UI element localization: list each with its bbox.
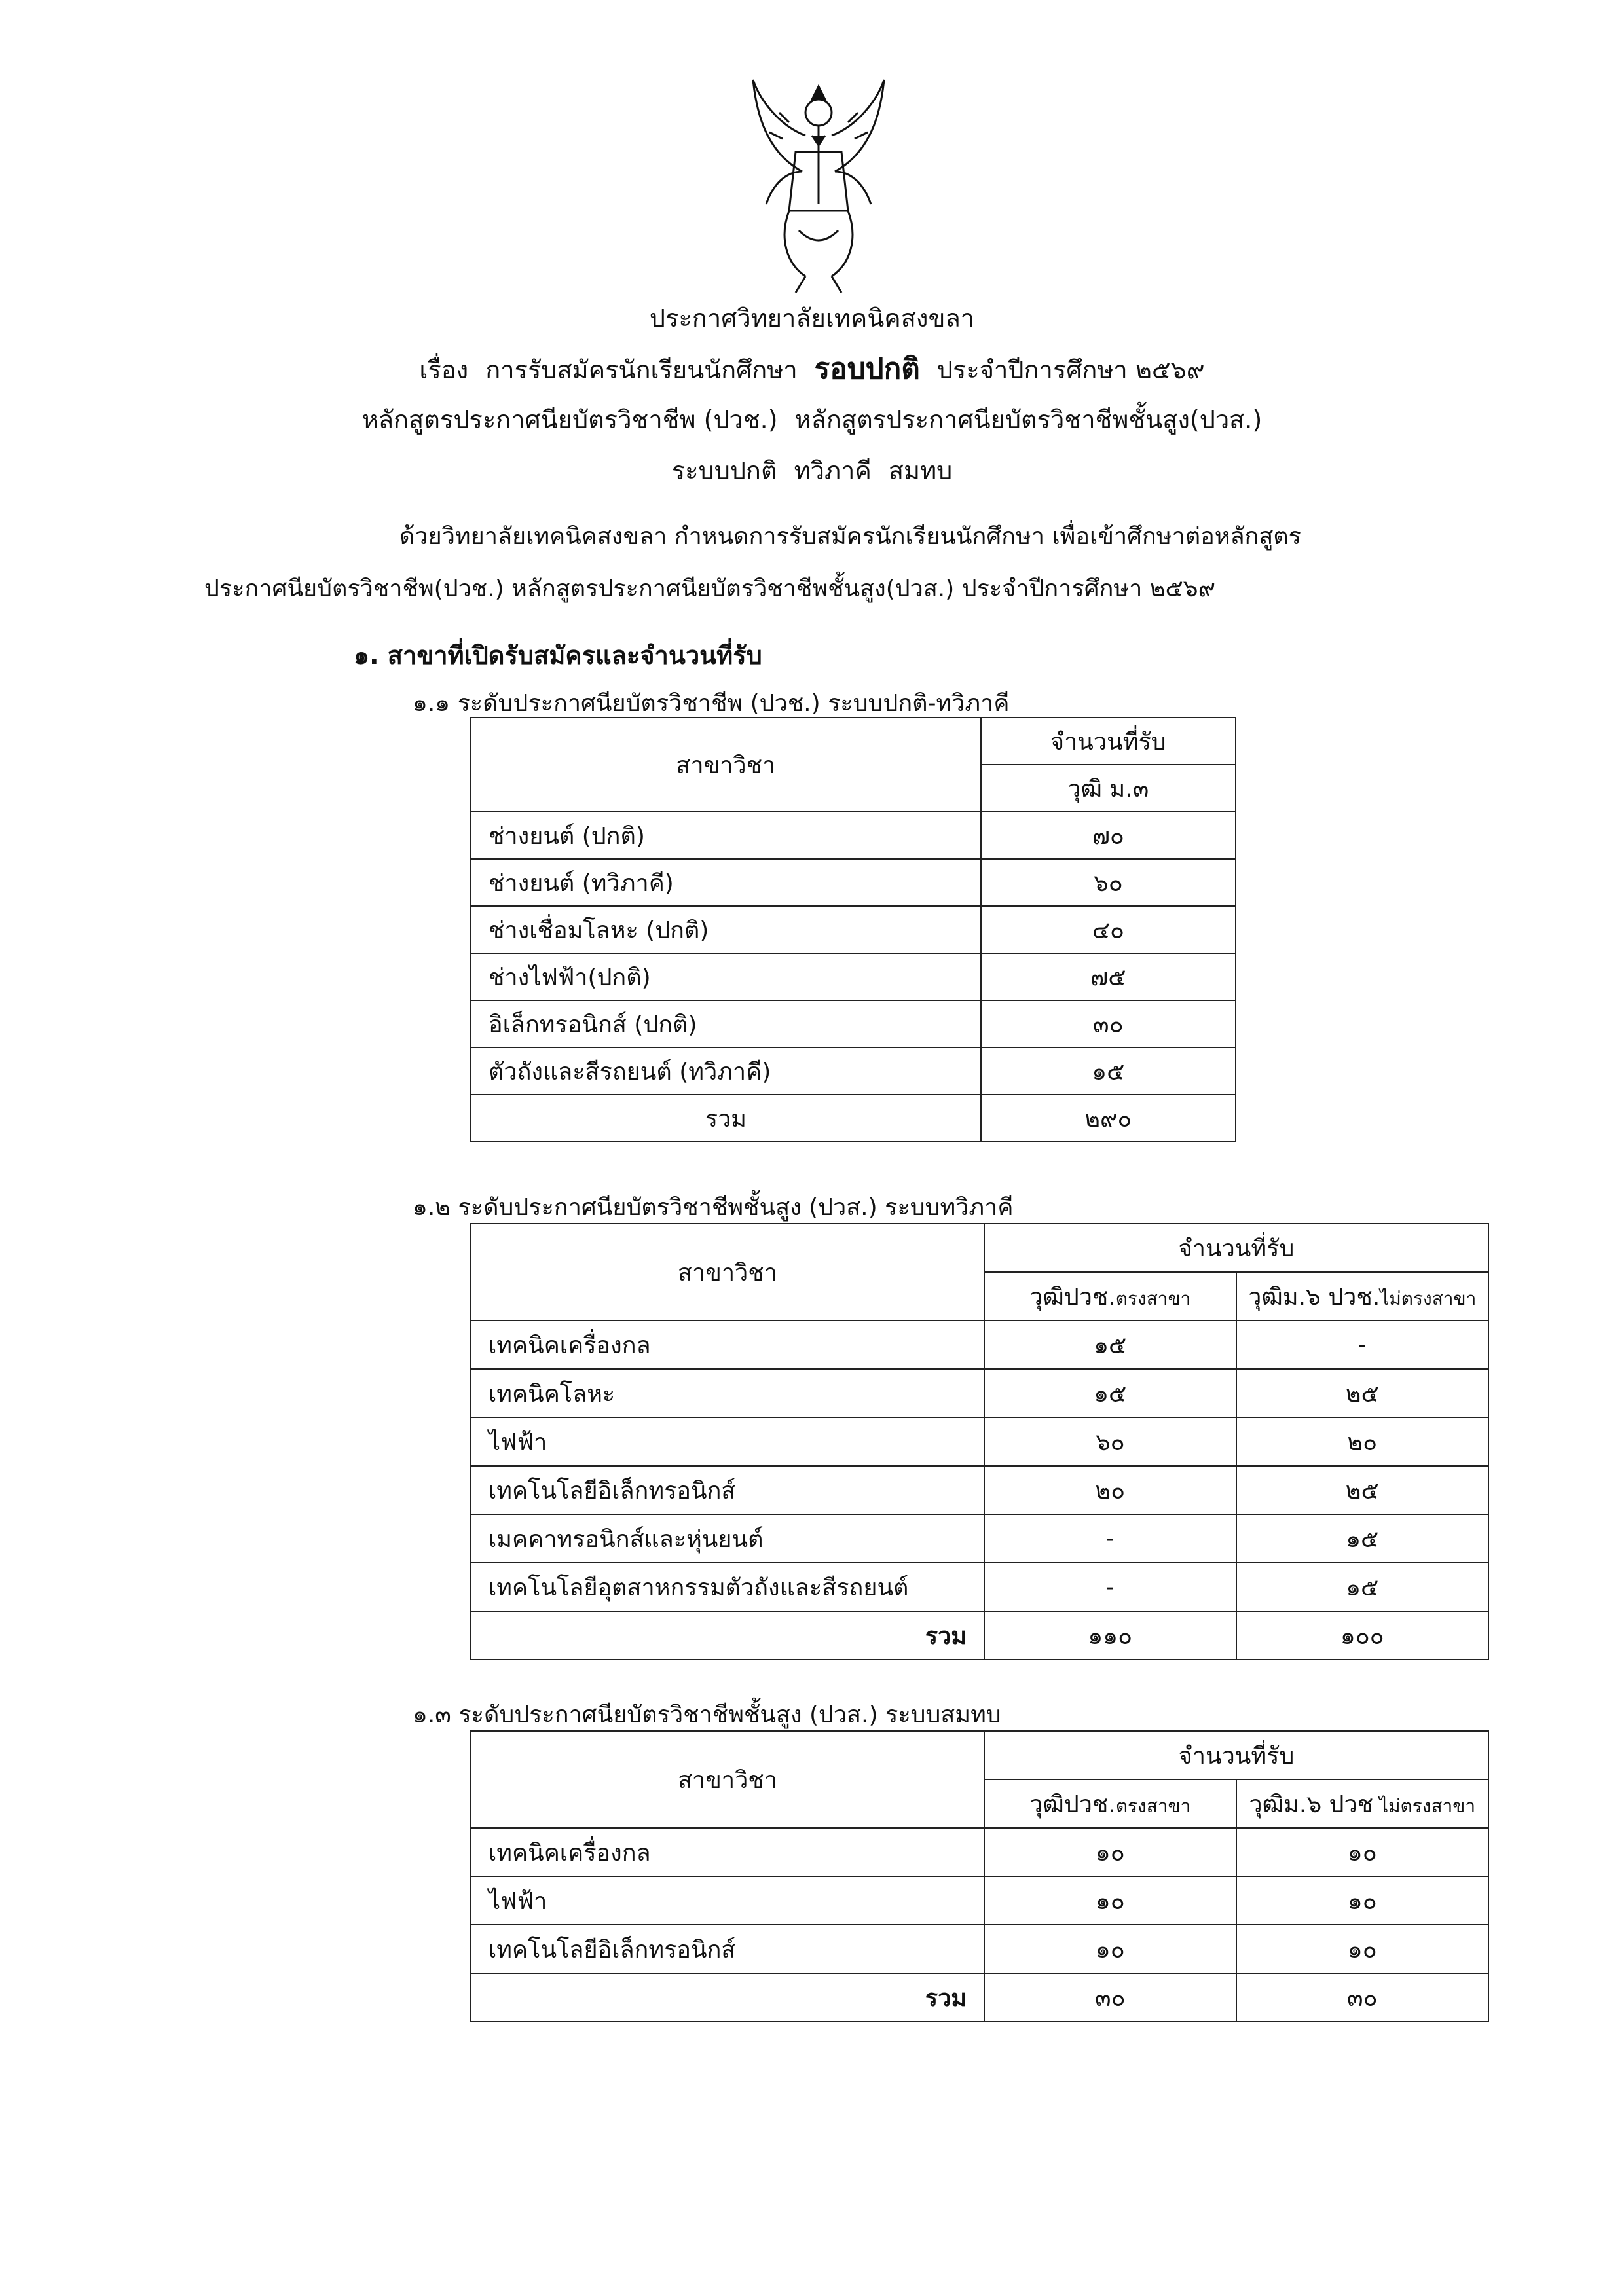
count-b: ๑๐ (1236, 1876, 1488, 1925)
col-major-header: สาขาวิชา (471, 1224, 984, 1321)
table-row (471, 1466, 1488, 1514)
major-name: เทคโนโลยีอุตสาหกรรมตัวถังและสีรถยนต์ (471, 1563, 984, 1611)
count-b: ๒๕ (1236, 1466, 1489, 1514)
major-name: ช่างไฟฟ้า(ปกติ) (471, 953, 981, 1000)
col-major-header: สาขาวิชา (471, 718, 981, 812)
org-title: ประกาศวิทยาลัยเทคนิคสงขลา (649, 304, 975, 333)
col-qual-a-header (984, 1272, 1236, 1321)
table-total-row (471, 1973, 1488, 2022)
table-header-row (471, 1224, 1488, 1272)
count-a: ๑๐ (984, 1828, 1236, 1876)
subject-line (0, 346, 1624, 392)
total-label: รวม (471, 1611, 984, 1660)
subject-text: การรับสมัครนักเรียนนักศึกษา (485, 355, 798, 384)
intro-line-2: ประกาศนียบัตรวิชาชีพ(ปวช.) หลักสูตรประกาศนียบัตรวิชาชีพชั้นสูง(ปวส.) ประจำปีการศึกษา ๒๕๖๙ (204, 575, 1215, 602)
major-name: ช่างยนต์ (ทวิภาคี) (471, 859, 981, 906)
table-total-row (471, 1095, 1236, 1142)
table-row (471, 1828, 1488, 1876)
major-name: เทคโนโลยีอิเล็กทรอนิกส์ (471, 1466, 984, 1514)
table-row (471, 1321, 1488, 1369)
table-row (471, 953, 1236, 1000)
col-qual-a-main: วุฒิปวช. (1029, 1791, 1116, 1818)
count-b: ๒๐ (1236, 1417, 1489, 1466)
major-name: เทคนิคเครื่องกล (471, 1828, 984, 1876)
count-a: ๑๐ (984, 1876, 1236, 1925)
table-higher-vocational-dual (470, 1223, 1489, 1660)
count-b: ๒๕ (1236, 1369, 1489, 1417)
major-name: ตัวถังและสีรถยนต์ (ทวิภาคี) (471, 1048, 981, 1095)
subject-round: รอบปกติ (814, 352, 920, 386)
col-qual-a-small: ตรงสาขา (1115, 1795, 1191, 1817)
total-count: ๒๙๐ (981, 1095, 1236, 1142)
table-total-row (471, 1611, 1488, 1660)
subject-year: ประจำปีการศึกษา ๒๕๖๙ (936, 355, 1205, 384)
major-name: เมคคาทรอนิกส์และหุ่นยนต์ (471, 1514, 984, 1563)
major-name: ไฟฟ้า (471, 1417, 984, 1466)
count-a: ๒๐ (984, 1466, 1236, 1514)
col-qual-b-main: วุฒิม.๖ ปวช (1249, 1791, 1374, 1818)
col-count-header: จำนวนที่รับ (984, 1731, 1488, 1779)
table-row (471, 1417, 1488, 1466)
major-count: ๑๕ (981, 1048, 1236, 1095)
total-b: ๓๐ (1236, 1973, 1488, 2022)
col-qual-b-small: ไม่ตรงสาขา (1373, 1795, 1476, 1817)
col-qual-a-header (984, 1779, 1236, 1828)
table-row (471, 906, 1236, 953)
count-b: - (1236, 1321, 1489, 1369)
table-header-row (471, 718, 1236, 765)
count-a: ๑๕ (984, 1369, 1236, 1417)
total-a: ๑๑๐ (984, 1611, 1236, 1660)
table-header-row (471, 1731, 1488, 1779)
col-qual-header: วุฒิ ม.๓ (981, 765, 1236, 812)
major-count: ๗๐ (981, 812, 1236, 859)
table-row (471, 1000, 1236, 1048)
major-count: ๓๐ (981, 1000, 1236, 1048)
table-row (471, 1048, 1236, 1095)
major-count: ๖๐ (981, 859, 1236, 906)
count-b: ๑๐ (1236, 1828, 1488, 1876)
intro-line-1: ด้วยวิทยาลัยเทคนิคสงขลา กำหนดการรับสมัครนักเรียนนักศึกษา เพื่อเข้าศึกษาต่อหลักสูตร (399, 523, 1302, 550)
major-name: เทคนิคเครื่องกล (471, 1321, 984, 1369)
table-row (471, 859, 1236, 906)
col-count-header: จำนวนที่รับ (981, 718, 1236, 765)
course-1: หลักสูตรประกาศนียบัตรวิชาชีพ (ปวช.) (361, 405, 778, 434)
major-name: เทคโนโลยีอิเล็กทรอนิกส์ (471, 1925, 984, 1973)
count-b: ๑๐ (1236, 1925, 1488, 1973)
col-qual-a-small: ตรงสาขา (1115, 1287, 1191, 1309)
major-count: ๔๐ (981, 906, 1236, 953)
table-row (471, 1925, 1488, 1973)
table-row (471, 1876, 1488, 1925)
table-row (471, 812, 1236, 859)
col-qual-b-main: วุฒิม.๖ ปวช. (1248, 1283, 1380, 1311)
total-a: ๓๐ (984, 1973, 1236, 2022)
course-2: หลักสูตรประกาศนียบัตรวิชาชีพชั้นสูง(ปวส.) (794, 405, 1263, 434)
major-name: ช่างยนต์ (ปกติ) (471, 812, 981, 859)
table-higher-vocational-joint (470, 1730, 1489, 2022)
col-major-header: สาขาวิชา (471, 1731, 984, 1828)
subsection-1-2-title: ๑.๒ ระดับประกาศนียบัตรวิชาชีพชั้นสูง (ปวส.) ระบบทวิภาคี (413, 1194, 1014, 1221)
col-qual-b-header (1236, 1272, 1489, 1321)
col-qual-b-header (1236, 1779, 1488, 1828)
subject-label: เรื่อง (419, 355, 469, 384)
count-a: ๑๐ (984, 1925, 1236, 1973)
count-a: - (984, 1514, 1236, 1563)
subsection-1-3-title: ๑.๓ ระดับประกาศนียบัตรวิชาชีพชั้นสูง (ปวส.) ระบบสมทบ (413, 1702, 1001, 1728)
total-label: รวม (471, 1973, 984, 2022)
table-row (471, 1514, 1488, 1563)
col-qual-b-small: ไม่ตรงสาขา (1380, 1287, 1477, 1309)
count-b: ๑๕ (1236, 1514, 1489, 1563)
col-qual-a-main: วุฒิปวช. (1029, 1283, 1116, 1311)
subsection-1-1-title: ๑.๑ ระดับประกาศนียบัตรวิชาชีพ (ปวช.) ระบบปกติ-ทวิภาคี (413, 690, 1010, 717)
section-1-title: ๑. สาขาที่เปิดรับสมัครและจำนวนที่รับ (354, 641, 762, 670)
system-dual: ทวิภาคี (794, 456, 872, 485)
count-a: - (984, 1563, 1236, 1611)
table-row (471, 1369, 1488, 1417)
system-joint: สมทบ (888, 456, 953, 485)
total-b: ๑๐๐ (1236, 1611, 1489, 1660)
major-name: ไฟฟ้า (471, 1876, 984, 1925)
table-vocational-certificate (470, 717, 1236, 1142)
major-name: ช่างเชื่อมโลหะ (ปกติ) (471, 906, 981, 953)
course-line (0, 399, 1624, 439)
count-a: ๖๐ (984, 1417, 1236, 1466)
systems-line (0, 450, 1624, 490)
major-name: เทคนิคโลหะ (471, 1369, 984, 1417)
system-normal: ระบบปกติ (671, 456, 777, 485)
table-row (471, 1563, 1488, 1611)
count-a: ๑๕ (984, 1321, 1236, 1369)
count-b: ๑๕ (1236, 1563, 1489, 1611)
garuda-emblem-icon (740, 73, 897, 299)
col-count-header: จำนวนที่รับ (984, 1224, 1488, 1272)
major-count: ๗๕ (981, 953, 1236, 1000)
total-label: รวม (471, 1095, 981, 1142)
major-name: อิเล็กทรอนิกส์ (ปกติ) (471, 1000, 981, 1048)
